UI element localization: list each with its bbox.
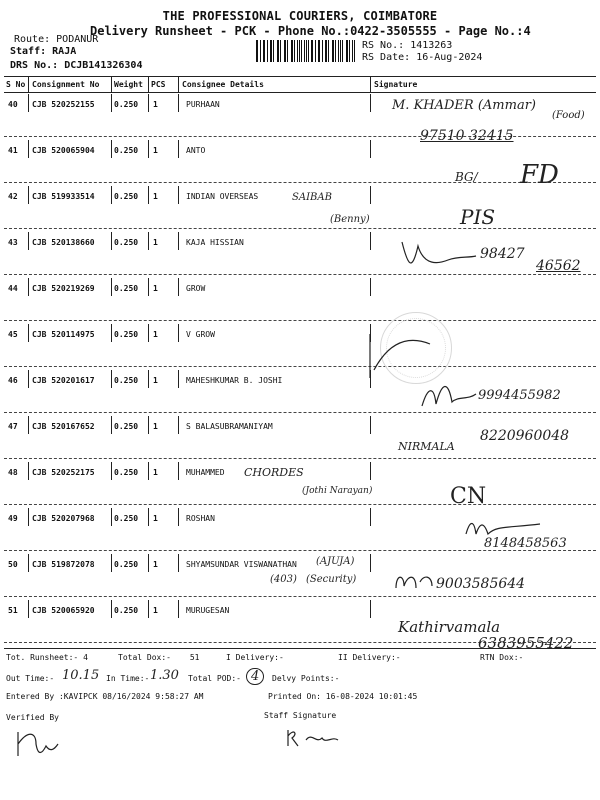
row-consignee: SHYAMSUNDAR VISWANATHAN <box>186 560 297 569</box>
i-delivery: I Delivery:- <box>226 653 284 662</box>
row-sno: 40 <box>8 100 18 109</box>
row-consignee: ROSHAN <box>186 514 215 523</box>
row-consignment-no: CJB 520114975 <box>32 330 95 339</box>
col-divider <box>28 508 29 526</box>
handwritten-initials: PIS <box>460 205 496 229</box>
row-weight: 0.250 <box>114 422 139 431</box>
barcode-bar <box>280 40 281 62</box>
rs-date-label: RS Date: <box>362 52 411 63</box>
col-divider <box>28 370 29 388</box>
row-weight: 0.250 <box>114 468 139 477</box>
col-divider <box>178 94 179 112</box>
row-consignee: MUHAMMED <box>186 468 225 477</box>
row-consignment-no: CJB 520065920 <box>32 606 95 615</box>
row-consignee: MURUGESAN <box>186 606 230 615</box>
row-pcs: 1 <box>153 192 158 201</box>
col-divider <box>148 278 149 296</box>
signature-mark <box>418 376 478 416</box>
col-divider <box>28 186 29 204</box>
col-divider <box>148 416 149 434</box>
col-divider <box>148 76 149 92</box>
barcode-bar <box>301 40 302 62</box>
col-divider <box>178 324 179 342</box>
ii-delivery: II Delivery:- <box>338 653 401 662</box>
row-pcs: 1 <box>153 468 158 477</box>
col-divider <box>178 554 179 572</box>
col-divider <box>370 554 371 572</box>
handwritten-note: CHORDES <box>244 466 304 479</box>
verifier-signature <box>12 726 62 762</box>
handwritten-note: SAIBAB <box>292 192 332 203</box>
col-divider <box>28 416 29 434</box>
col-divider <box>111 508 112 526</box>
col-divider <box>111 370 112 388</box>
table-header-border <box>4 92 596 93</box>
row-weight: 0.250 <box>114 606 139 615</box>
staff-label: Staff: <box>10 46 47 57</box>
staff-value: RAJA <box>52 46 77 57</box>
row-sno: 43 <box>8 238 18 247</box>
total-pod-value: 4 <box>246 668 264 685</box>
col-divider <box>178 416 179 434</box>
drs-field <box>10 60 142 71</box>
row-sno: 50 <box>8 560 18 569</box>
col-divider <box>178 600 179 618</box>
rs-no-value: 1413263 <box>410 40 453 51</box>
col-divider <box>370 462 371 480</box>
row-consignment-no: CJB 519872078 <box>32 560 95 569</box>
col-divider <box>148 140 149 158</box>
row-pcs: 1 <box>153 146 158 155</box>
col-divider <box>148 370 149 388</box>
row-separator <box>4 366 596 367</box>
in-time-value: 1.30 <box>150 668 179 683</box>
col-divider <box>148 508 149 526</box>
col-divider <box>111 76 112 92</box>
handwritten-name: NIRMALA <box>398 440 455 453</box>
total-dox-label: Total Dox:- <box>118 653 171 662</box>
barcode-bar <box>338 40 339 62</box>
row-consignment-no: CJB 520207968 <box>32 514 95 523</box>
col-divider <box>178 508 179 526</box>
row-sno: 48 <box>8 468 18 477</box>
row-weight: 0.250 <box>114 100 139 109</box>
col-divider <box>178 462 179 480</box>
col-divider <box>111 554 112 572</box>
col-divider <box>178 186 179 204</box>
table-bottom-border <box>4 648 596 649</box>
col-divider <box>370 416 371 434</box>
signature-mark <box>392 570 436 594</box>
col-divider <box>370 76 371 92</box>
col-divider <box>370 508 371 526</box>
row-consignment-no: CJB 520219269 <box>32 284 95 293</box>
row-pcs: 1 <box>153 330 158 339</box>
col-divider <box>111 278 112 296</box>
col-divider <box>111 462 112 480</box>
signature-mark <box>398 236 478 276</box>
col-divider <box>28 94 29 112</box>
delvy-points: Delvy Points:- <box>272 674 340 683</box>
row-weight: 0.250 <box>114 514 139 523</box>
col-divider <box>148 94 149 112</box>
row-weight: 0.250 <box>114 146 139 155</box>
col-divider <box>28 324 29 342</box>
row-sno: 46 <box>8 376 18 385</box>
row-weight: 0.250 <box>114 192 139 201</box>
col-divider <box>178 140 179 158</box>
company-title: THE PROFESSIONAL COURIERS, COIMBATORE <box>162 9 438 23</box>
row-sno: 49 <box>8 514 18 523</box>
handwritten-phone: 9994455982 <box>478 388 561 403</box>
handwritten-mark: BG/ <box>455 170 478 184</box>
out-time-value: 10.15 <box>62 668 100 683</box>
staff-field <box>10 46 76 57</box>
rtn-dox: RTN Dox:- <box>480 653 524 662</box>
drs-label: DRS No.: <box>10 60 59 71</box>
handwritten-initials: CN <box>450 484 487 509</box>
handwritten-initials: FD <box>520 160 559 190</box>
route-label: Route: <box>14 34 51 45</box>
row-consignee: MAHESHKUMAR B. JOSHI <box>186 376 283 385</box>
barcode-bar <box>319 40 320 62</box>
col-divider <box>148 324 149 342</box>
barcode-bar <box>264 40 265 62</box>
row-consignee: INDIAN OVERSEAS <box>186 192 259 201</box>
handwritten-note: (Food) <box>552 110 585 121</box>
col-divider <box>28 232 29 250</box>
entered-by: Entered By :KAVIPCK 08/16/2024 9:58:27 AM <box>6 692 204 701</box>
row-pcs: 1 <box>153 606 158 615</box>
col-header-signature: Signature <box>374 80 418 89</box>
col-divider <box>28 76 29 92</box>
total-pod-label: Total POD:- <box>188 674 241 683</box>
row-pcs: 1 <box>153 422 158 431</box>
col-divider <box>370 278 371 296</box>
col-divider <box>111 94 112 112</box>
col-header-consignee: Consignee Details <box>182 80 264 89</box>
row-separator <box>4 274 596 275</box>
row-weight: 0.250 <box>114 330 139 339</box>
in-time-label: In Time:- <box>106 674 150 683</box>
row-consignee: KAJA HISSIAN <box>186 238 244 247</box>
row-consignee: ANTO <box>186 146 206 155</box>
row-sno: 47 <box>8 422 18 431</box>
handwritten-phone: 9003585644 <box>436 576 526 592</box>
col-divider <box>111 140 112 158</box>
tot-runsheet-value: 4 <box>83 653 88 662</box>
col-divider <box>28 462 29 480</box>
col-divider <box>28 140 29 158</box>
handwritten-phone: 97510 32415 <box>420 128 514 144</box>
col-divider <box>370 600 371 618</box>
row-consignee: PURHAAN <box>186 100 220 109</box>
col-divider <box>28 554 29 572</box>
printed-on: Printed On: 16-08-2024 10:01:45 <box>268 692 418 701</box>
handwritten-note: (AJUJA) <box>316 556 355 567</box>
row-pcs: 1 <box>153 560 158 569</box>
col-divider <box>148 462 149 480</box>
col-divider <box>148 186 149 204</box>
row-sno: 44 <box>8 284 18 293</box>
col-divider <box>148 554 149 572</box>
row-pcs: 1 <box>153 376 158 385</box>
row-separator <box>4 182 596 183</box>
col-header-consignment: Consignment No <box>32 80 100 89</box>
row-separator <box>4 596 596 597</box>
row-separator <box>4 412 596 413</box>
rs-date-field <box>362 52 482 63</box>
tot-runsheet-label: Tot. Runsheet:- <box>6 653 79 662</box>
rs-no-field <box>362 40 452 51</box>
col-divider <box>111 232 112 250</box>
handwritten-phone: 6383955422 <box>478 634 574 652</box>
staff-signature-label: Staff Signature <box>264 711 337 720</box>
handwritten-phone: 46562 <box>536 258 581 274</box>
row-pcs: 1 <box>153 100 158 109</box>
row-consignee: GROW <box>186 284 206 293</box>
verified-by-label: Verified By <box>6 713 59 722</box>
row-weight: 0.250 <box>114 560 139 569</box>
row-consignment-no: CJB 520065904 <box>32 146 95 155</box>
handwritten-name: Kathirvamala <box>398 618 501 636</box>
handwritten-phone: 8148458563 <box>484 536 567 551</box>
col-divider <box>178 278 179 296</box>
col-divider <box>111 416 112 434</box>
out-time-label: Out Time:- <box>6 674 55 683</box>
col-divider <box>370 94 371 112</box>
route-value: PODANUR <box>56 34 99 45</box>
row-separator <box>4 458 596 459</box>
col-divider <box>370 186 371 204</box>
row-weight: 0.250 <box>114 238 139 247</box>
row-pcs: 1 <box>153 514 158 523</box>
handwritten-phone: 8220960048 <box>480 428 570 444</box>
col-divider <box>111 324 112 342</box>
col-divider <box>111 600 112 618</box>
col-divider <box>370 140 371 158</box>
col-divider <box>178 76 179 92</box>
col-divider <box>28 600 29 618</box>
row-weight: 0.250 <box>114 284 139 293</box>
route-field <box>14 34 98 45</box>
total-dox-value: 51 <box>189 653 200 662</box>
row-consignment-no: CJB 520252155 <box>32 100 95 109</box>
handwritten-name: M. KHADER (Ammar) <box>392 98 536 113</box>
row-pcs: 1 <box>153 284 158 293</box>
col-divider <box>178 370 179 388</box>
total-dox <box>118 653 199 662</box>
col-divider <box>148 600 149 618</box>
handwritten-phone: 98427 <box>480 246 525 262</box>
row-consignee: S BALASUBRAMANIYAM <box>186 422 273 431</box>
row-consignment-no: CJB 520252175 <box>32 468 95 477</box>
row-consignment-no: CJB 520201617 <box>32 376 95 385</box>
row-consignment-no: CJB 520167652 <box>32 422 95 431</box>
rs-no-label: RS No.: <box>362 40 405 51</box>
runsheet-subtitle: Delivery Runsheet - PCK - Phone No.:0422-3505555 - Page No.:4 <box>90 24 531 38</box>
col-divider <box>28 278 29 296</box>
handwritten-note: (403) <box>270 574 297 585</box>
row-sno: 45 <box>8 330 18 339</box>
row-sno: 41 <box>8 146 18 155</box>
row-pcs: 1 <box>153 238 158 247</box>
col-header-pcs: PCS <box>151 80 166 89</box>
row-weight: 0.250 <box>114 376 139 385</box>
col-header-sno: S No <box>6 80 26 89</box>
signature-mark <box>360 330 440 380</box>
rs-date-value: 16-Aug-2024 <box>416 52 483 63</box>
handwritten-note: (Security) <box>306 574 357 585</box>
row-sno: 42 <box>8 192 18 201</box>
row-consignment-no: CJB 519933514 <box>32 192 95 201</box>
col-divider <box>178 232 179 250</box>
handwritten-note: (Jothi Narayan) <box>302 486 373 496</box>
row-separator <box>4 320 596 321</box>
row-consignment-no: CJB 520138660 <box>32 238 95 247</box>
table-top-border <box>4 76 596 77</box>
col-divider <box>111 186 112 204</box>
row-separator <box>4 228 596 229</box>
row-sno: 51 <box>8 606 18 615</box>
handwritten-note: (Benny) <box>330 214 370 225</box>
row-separator <box>4 504 596 505</box>
row-consignee: V GROW <box>186 330 215 339</box>
col-header-weight: Weight <box>114 80 143 89</box>
tot-runsheet <box>6 653 88 662</box>
col-divider <box>148 232 149 250</box>
barcode-image <box>256 40 356 62</box>
staff-signature <box>282 726 342 752</box>
col-divider <box>370 232 371 250</box>
drs-value: DCJB141326304 <box>64 60 143 71</box>
